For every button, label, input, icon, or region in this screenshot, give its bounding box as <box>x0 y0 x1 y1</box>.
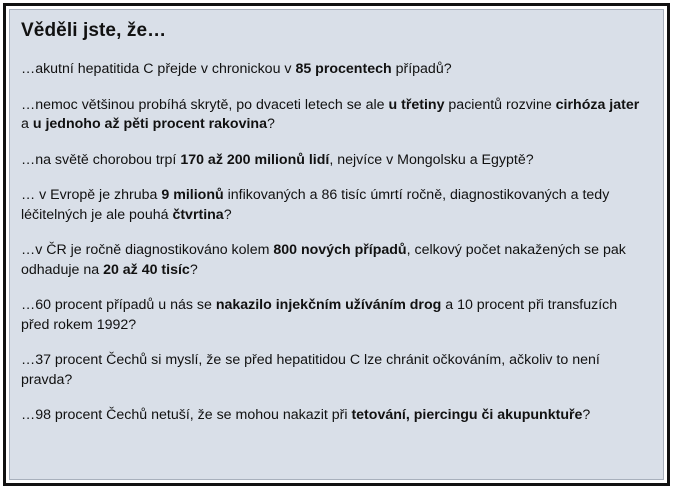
fact-text: …98 procent Čechů netuší, že se mohou nakazit při <box>21 407 352 423</box>
fact-text: …v ČR je ročně diagnostikováno kolem <box>21 242 274 258</box>
fact-item <box>21 186 653 225</box>
fact-text: …37 procent Čechů si myslí, že se před hepatitidou C lze chránit očkováním, ačkoliv to není pravda? <box>21 352 600 388</box>
fact-text: pacientů rozvine <box>444 96 556 113</box>
fact-item <box>21 151 653 171</box>
fact-highlight: cirhóza jater <box>555 96 640 113</box>
fact-item <box>21 406 653 426</box>
fact-highlight: 800 nových případů <box>273 242 407 258</box>
fact-highlight: tetování, piercingu či akupunktuře <box>351 407 583 423</box>
fact-highlight: 170 až 200 milionů lidí <box>180 151 330 168</box>
fact-text: …na světě chorobou trpí <box>21 151 181 168</box>
fact-text: , celkový počet nakažených se pak odhaduje na <box>21 242 626 278</box>
fact-item <box>21 96 653 135</box>
infobox-panel <box>9 9 664 480</box>
fact-text: , nejvíce v Mongolsku a Egyptě? <box>329 151 534 168</box>
fact-text: infikovaných a 86 tisíc úmrtí ročně, diagnostikovaných a tedy léčitelných je ale pouhá <box>21 187 610 223</box>
fact-item <box>21 241 653 280</box>
fact-text: …60 procent případů u nás se <box>21 297 216 313</box>
fact-item <box>21 60 653 80</box>
fact-text: …nemoc většinou probíhá skrytě, po dvaceti letech se ale <box>21 96 389 113</box>
fact-text: …akutní hepatitida C přejde v chronickou v <box>21 61 296 77</box>
fact-highlight: nakazilo injekčním užíváním drog <box>215 297 442 313</box>
fact-highlight: 20 až 40 tisíc <box>103 261 190 278</box>
fact-highlight: 85 procentech <box>295 61 392 77</box>
fact-text: a 10 procent při transfuzích před rokem 1992? <box>21 297 618 333</box>
fact-highlight: u třetiny <box>388 96 445 113</box>
infobox-frame <box>3 3 670 486</box>
fact-item <box>21 351 653 390</box>
fact-text: případů? <box>391 61 452 77</box>
facts-list <box>21 60 653 426</box>
fact-highlight: u jednoho až pěti procent rakovina <box>32 116 267 132</box>
infobox-title: Věděli jste, že… <box>21 20 167 41</box>
fact-text: ? <box>266 116 275 132</box>
fact-text: … v Evropě je zhruba <box>21 187 162 203</box>
fact-item <box>21 296 653 335</box>
fact-text: ? <box>582 407 591 423</box>
fact-text: ? <box>189 261 198 278</box>
fact-text: ? <box>223 206 232 223</box>
fact-highlight: 9 milionů <box>161 187 224 203</box>
fact-text: a <box>21 116 33 132</box>
fact-highlight: čtvrtina <box>172 206 224 223</box>
